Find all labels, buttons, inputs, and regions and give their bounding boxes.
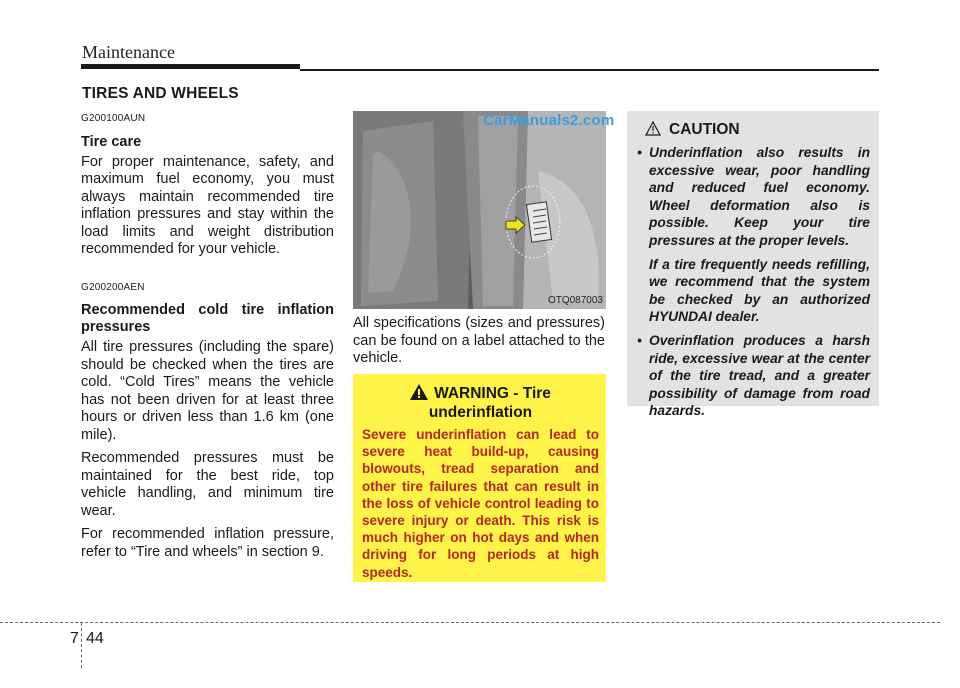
figure-caption: OTQ087003: [547, 295, 603, 306]
page-number: 44: [86, 630, 104, 647]
header-rule-thin: [300, 69, 879, 71]
paragraph-recommended: Recommended pressures must be maintained for the best ride, top vehicle handling, and minimum tire wear.: [81, 450, 334, 519]
caution-item-underinflation: • Underinflation also results in excessive wear, poor handling and reduced fuel economy. Wheel deformation also is possible. Keep your tire pressures at the proper levels.: [637, 145, 870, 248]
caution-item-overinflation: • Overinflation produces a harsh ride, excessive wear at the center of the tire tread, and a greater possibility of damage from road hazards.: [637, 332, 870, 419]
paragraph-refer: For recommended inflation pressure, refer to “Tire and wheels” in section 9.: [81, 526, 334, 560]
subheading-tire-care: Tire care: [81, 133, 142, 150]
caution-box: [627, 111, 879, 419]
paragraph-tire-care: For proper maintenance, safety, and maximum fuel economy, you must always maintain recommended tire inflation pressures and stay within the load limits and weight distribution recommended for your vehicle.: [81, 153, 334, 257]
header-rule-thick: [81, 64, 300, 69]
caution-list: [637, 144, 870, 250]
section-number: 7: [70, 630, 79, 647]
warning-box: [353, 374, 606, 582]
door-pillar-photo: [353, 111, 606, 309]
caution-title-row: [637, 121, 870, 141]
code-cold-pressure: G200200AEN: [81, 281, 145, 293]
warning-body: Severe underinflation can lead to severe heat build-up, causing blowouts, tread separation and other tire failures that can result in the loss of vehicle control leading to severe injury or death. This risk is much higher on hot days and when driving for long periods at high speeds.: [362, 427, 599, 580]
paragraph-cold-tires: All tire pressures (including the spare) should be checked when the tires are cold. “Cold Tires” means the vehicle has not been driven for at least three hours or driven less than 1.6 km (one mile).: [81, 339, 334, 443]
warning-triangle-icon: [410, 384, 428, 404]
running-header: Maintenance: [82, 42, 175, 62]
watermark: CarManuals2.com: [483, 112, 615, 129]
subheading-cold-pressure: Recommended cold tire inflation pressures: [81, 302, 334, 335]
warning-title: WARNING - Tire underinflation: [428, 385, 551, 421]
caution-item-refill: If a tire frequently needs refilling, we recommend that the system be checked by an authorized HYUNDAI dealer.: [649, 256, 870, 325]
caution-title: CAUTION: [669, 121, 740, 138]
code-tire-care: G200100AUN: [81, 113, 146, 124]
section-heading: TIRES AND WHEELS: [82, 85, 239, 102]
caution-list-2: [637, 332, 870, 420]
caution-triangle-icon: [645, 121, 661, 141]
warning-title-row: [362, 384, 599, 421]
specifications-text: All specifications (sizes and pressures) can be found on a label attached to the vehicle.: [353, 315, 605, 366]
footer-rule: [0, 622, 940, 623]
footer-divider: [81, 623, 82, 668]
column-1: [81, 110, 334, 567]
